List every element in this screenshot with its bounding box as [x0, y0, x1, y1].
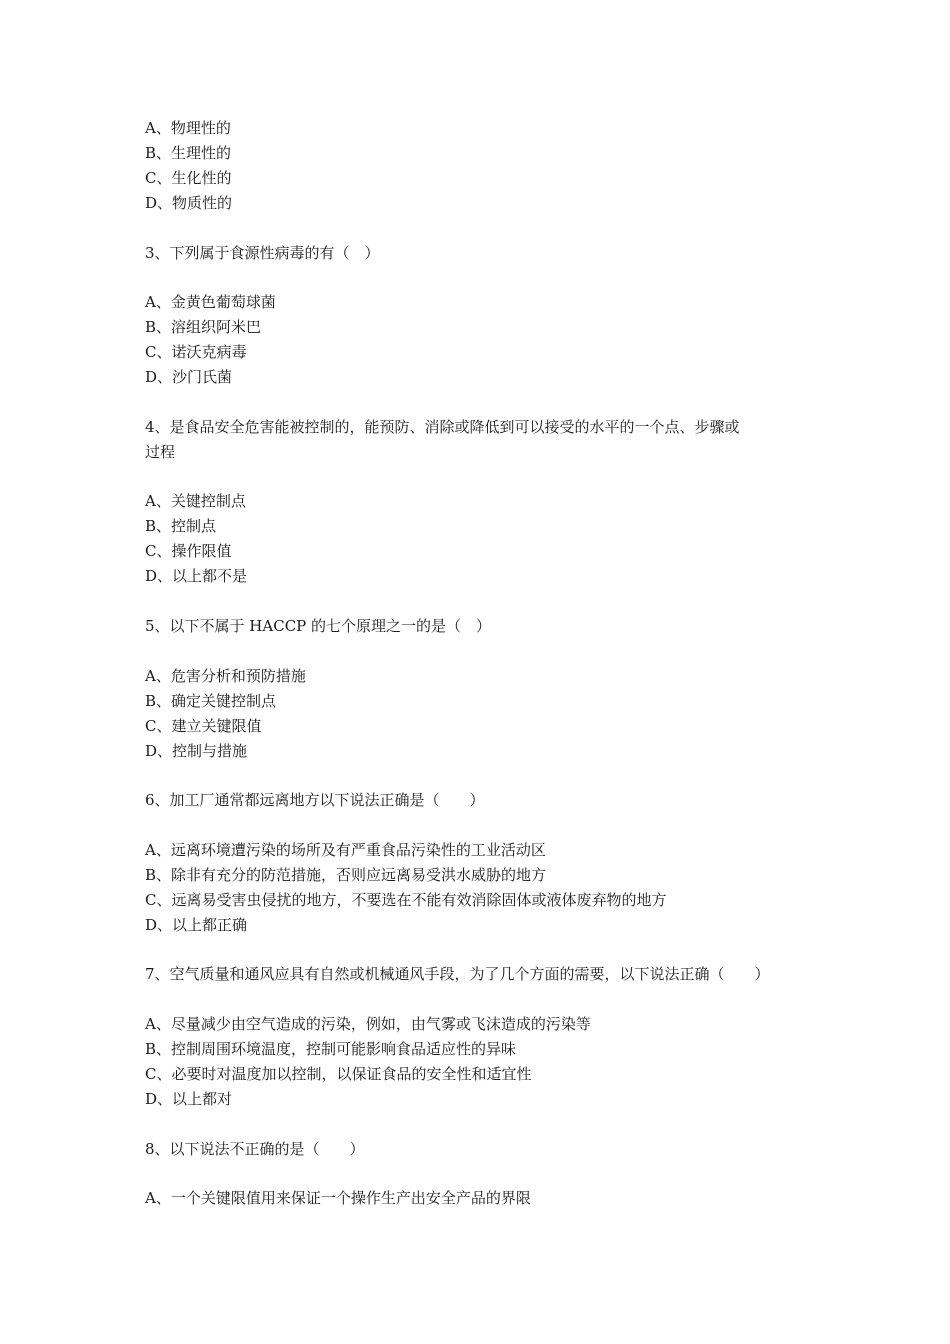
q4-option-c: C、操作限值 [145, 542, 232, 560]
q5-option-c: C、建立关键限值 [145, 717, 262, 735]
q4-question-line1: 4、是食品安全危害能被控制的，能预防、消除或降低到可以接受的水平的一个点、步骤或 [145, 418, 740, 436]
q2-option-a: A、物理性的 [145, 119, 231, 137]
q2-option-b: B、生理性的 [145, 144, 232, 162]
q7-option-b: B、控制周围环境温度，控制可能影响食品适应性的异味 [145, 1040, 517, 1058]
q6-option-c: C、远离易受害虫侵扰的地方，不要选在不能有效消除固体或液体废弃物的地方 [145, 891, 667, 909]
q5-question: 5、以下不属于 HACCP 的七个原理之一的是（ ） [145, 617, 492, 635]
q5-option-a: A、危害分析和预防措施 [145, 667, 306, 685]
q7-question: 7、空气质量和通风应具有自然或机械通风手段，为了几个方面的需要，以下说法正确（ ） [145, 965, 770, 983]
q5-option-b: B、确定关键控制点 [145, 692, 277, 710]
q3-option-c: C、诺沃克病毒 [145, 343, 247, 361]
q3-option-b: B、溶组织阿米巴 [145, 318, 262, 336]
q4-option-b: B、控制点 [145, 517, 217, 535]
q2-option-c: C、生化性的 [145, 169, 232, 187]
q5-option-d: D、控制与措施 [145, 742, 248, 760]
q3-option-a: A、金黄色葡萄球菌 [145, 293, 276, 311]
q3-option-d: D、沙门氏菌 [145, 368, 233, 386]
q6-option-a: A、远离环境遭污染的场所及有严重食品污染性的工业活动区 [145, 841, 546, 859]
q3-question: 3、下列属于食源性病毒的有（ ） [145, 244, 380, 262]
q6-option-d: D、以上都正确 [145, 916, 248, 934]
q4-option-d: D、以上都不是 [145, 567, 248, 585]
q6-question: 6、加工厂通常都远离地方以下说法正确是（ ） [145, 791, 485, 809]
q4-option-a: A、关键控制点 [145, 492, 246, 510]
q7-option-a: A、尽量减少由空气造成的污染，例如，由气雾或飞沫造成的污染等 [145, 1015, 591, 1033]
q8-question: 8、以下说法不正确的是（ ） [145, 1140, 365, 1158]
q8-option-a: A、一个关键限值用来保证一个操作生产出安全产品的界限 [145, 1189, 531, 1207]
q7-option-d: D、以上都对 [145, 1090, 233, 1108]
q7-option-c: C、必要时对温度加以控制，以保证食品的安全性和适宜性 [145, 1065, 532, 1083]
q4-question-line2: 过程 [145, 443, 176, 461]
q2-option-d: D、物质性的 [145, 194, 233, 212]
q6-option-b: B、除非有充分的防范措施，否则应远离易受洪水威胁的地方 [145, 866, 547, 884]
